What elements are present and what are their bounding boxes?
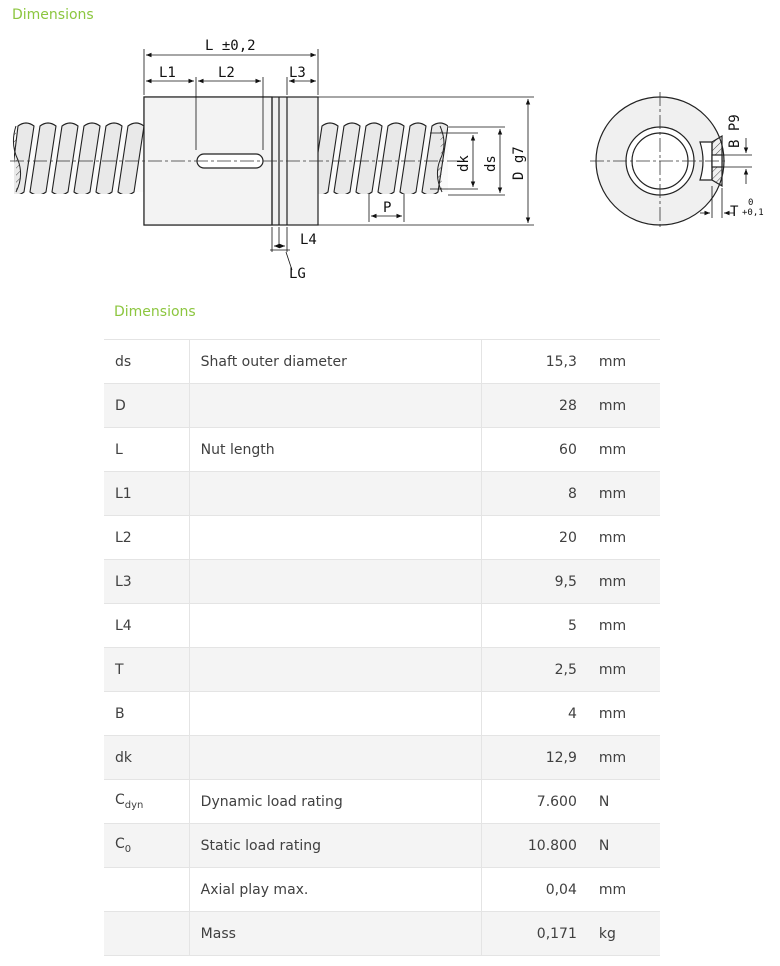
cell-unit: N	[588, 824, 660, 868]
screw-shaft-right	[312, 123, 448, 195]
table-row	[104, 912, 660, 956]
table-row	[104, 604, 660, 648]
cell-unit: mm	[588, 692, 660, 736]
cell-value: 60	[482, 428, 588, 472]
symbol-subscript: dyn	[124, 799, 144, 811]
dim-label-LG: LG	[289, 266, 306, 282]
table-title: Dimensions	[114, 304, 196, 320]
cell-value: 7.600	[482, 780, 588, 824]
cell-unit: mm	[588, 516, 660, 560]
cell-value: 0,04	[482, 868, 588, 912]
cell-symbol	[104, 384, 189, 428]
cell-value: 15,3	[482, 340, 588, 384]
cell-symbol	[104, 824, 189, 868]
symbol-text: T	[115, 661, 124, 678]
symbol-text: ds	[115, 353, 132, 370]
cell-description: Mass	[189, 912, 482, 956]
cell-unit: mm	[588, 560, 660, 604]
symbol-text: L3	[115, 573, 132, 590]
cell-value: 9,5	[482, 560, 588, 604]
cell-unit: kg	[588, 912, 660, 956]
symbol-subscript: 0	[124, 843, 132, 855]
cell-unit: mm	[588, 604, 660, 648]
symbol-text: L1	[115, 485, 132, 502]
cell-symbol	[104, 868, 189, 912]
cell-symbol	[104, 912, 189, 956]
cell-value: 12,9	[482, 736, 588, 780]
cell-description	[189, 384, 482, 428]
dim-label-dk: dk	[456, 155, 472, 172]
symbol-text: L4	[115, 617, 132, 634]
symbol-text: C	[115, 792, 125, 809]
cell-description: Dynamic load rating	[189, 780, 482, 824]
dim-label-P: P	[383, 200, 392, 216]
screw-shaft-left	[10, 123, 144, 195]
cell-description: Nut length	[189, 428, 482, 472]
cell-unit: mm	[588, 384, 660, 428]
dim-label-L1: L1	[159, 65, 176, 81]
dim-label-L: L ±0,2	[205, 38, 256, 54]
cell-description	[189, 736, 482, 780]
cell-symbol	[104, 780, 189, 824]
dim-label-ds: ds	[483, 155, 499, 172]
symbol-text: L	[115, 441, 123, 458]
cell-value: 0,171	[482, 912, 588, 956]
table-row	[104, 824, 660, 868]
cell-description: Static load rating	[189, 824, 482, 868]
cell-unit: mm	[588, 472, 660, 516]
cell-description	[189, 604, 482, 648]
dim-label-T-lower: +0,1	[742, 208, 764, 218]
dimensions-table	[104, 339, 660, 956]
symbol-text: L2	[115, 529, 132, 546]
symbol-text: dk	[115, 749, 132, 766]
cell-symbol	[104, 340, 189, 384]
cell-description	[189, 472, 482, 516]
cell-value: 10.800	[482, 824, 588, 868]
cell-value: 8	[482, 472, 588, 516]
dim-label-B: B P9	[727, 114, 743, 148]
dim-label-L3: L3	[289, 65, 306, 81]
table-row	[104, 472, 660, 516]
cell-description: Shaft outer diameter	[189, 340, 482, 384]
symbol-text: D	[115, 397, 126, 414]
cell-symbol	[104, 648, 189, 692]
table-row	[104, 516, 660, 560]
cell-description	[189, 692, 482, 736]
symbol-text: C	[115, 836, 125, 853]
technical-drawing	[0, 28, 780, 290]
table-row	[104, 428, 660, 472]
dim-label-D: D g7	[511, 146, 527, 180]
table-row	[104, 736, 660, 780]
cell-value: 2,5	[482, 648, 588, 692]
cell-value: 20	[482, 516, 588, 560]
page-title: Dimensions	[12, 7, 94, 23]
cell-value: 4	[482, 692, 588, 736]
cell-unit: mm	[588, 868, 660, 912]
symbol-text: B	[115, 705, 125, 722]
cell-symbol	[104, 604, 189, 648]
cell-symbol	[104, 692, 189, 736]
table-row	[104, 648, 660, 692]
cell-symbol	[104, 560, 189, 604]
cell-unit: mm	[588, 428, 660, 472]
table-row	[104, 692, 660, 736]
cell-unit: mm	[588, 340, 660, 384]
cell-value: 5	[482, 604, 588, 648]
cell-symbol	[104, 736, 189, 780]
dim-label-T-upper: 0	[748, 198, 754, 208]
table-row	[104, 868, 660, 912]
table-row	[104, 384, 660, 428]
cell-unit: N	[588, 780, 660, 824]
dim-label-L4: L4	[300, 232, 317, 248]
cell-description	[189, 560, 482, 604]
cell-symbol	[104, 516, 189, 560]
cell-unit: mm	[588, 736, 660, 780]
dim-label-T: T	[730, 204, 739, 220]
cell-symbol	[104, 472, 189, 516]
cell-description	[189, 516, 482, 560]
cell-description: Axial play max.	[189, 868, 482, 912]
dim-label-L2: L2	[218, 65, 235, 81]
table-row	[104, 340, 660, 384]
cell-value: 28	[482, 384, 588, 428]
cell-symbol	[104, 428, 189, 472]
table-row	[104, 780, 660, 824]
table-row	[104, 560, 660, 604]
cell-description	[189, 648, 482, 692]
cell-unit: mm	[588, 648, 660, 692]
